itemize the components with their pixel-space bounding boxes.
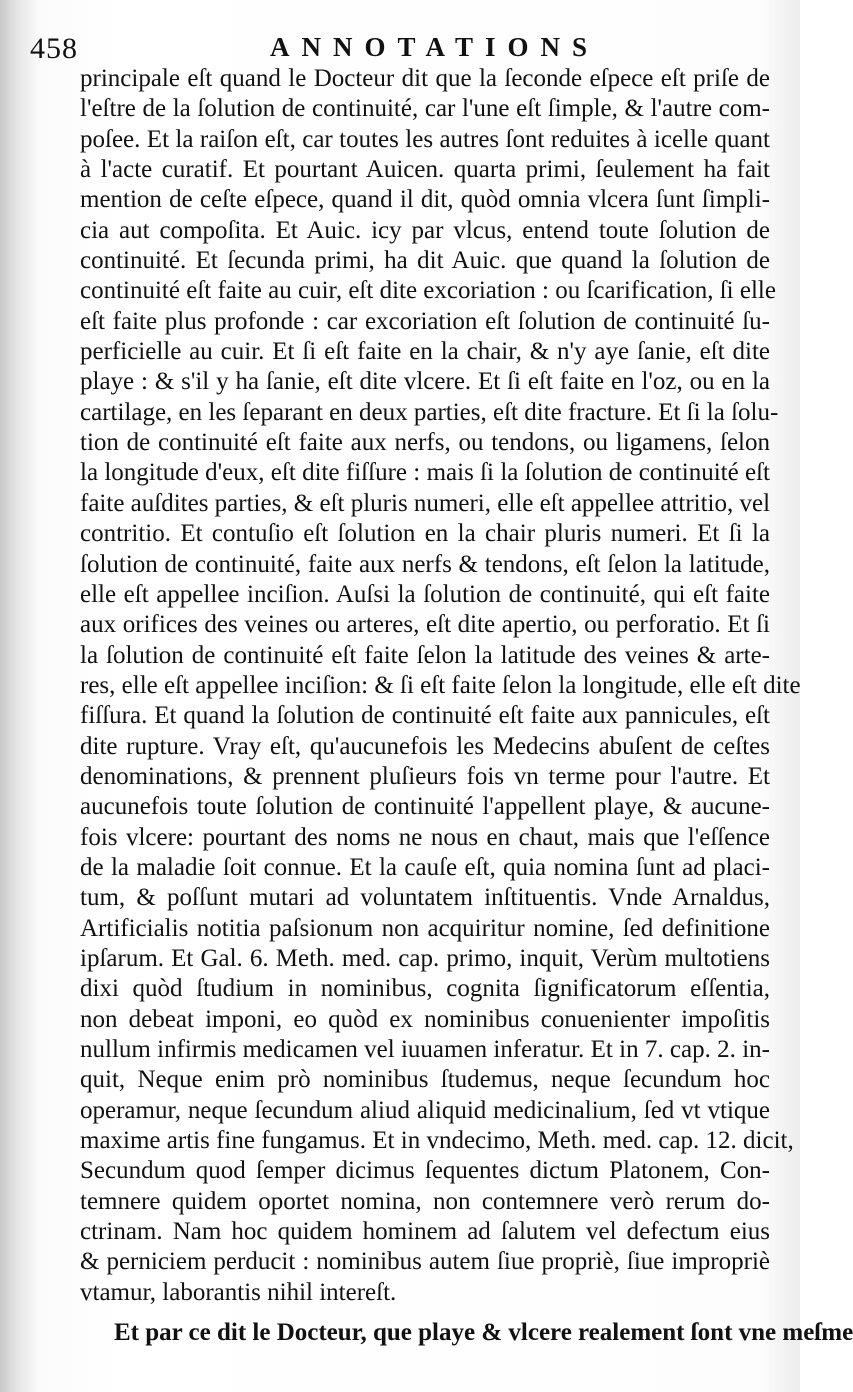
text-line: à l'acte curatif. Et pourtant Auicen. quarta primi, ſeulement ha fait <box>80 156 770 184</box>
text-line: fiſſura. Et quand la ſolution de continuité eſt faite aux pannicules, eſt <box>80 702 770 730</box>
text-line: fois vlcere: pourtant des noms ne nous en chaut, mais que l'eſſence <box>80 823 770 851</box>
text-line: Secundum quod ſemper dicimus ſequentes dictum Platonem, Con- <box>80 1157 770 1185</box>
text-line: ipſarum. Et Gal. 6. Meth. med. cap. primo, inquit, Verùm multotiens <box>80 944 770 972</box>
text-line: faite auſdites parties, & eſt pluris numeri, elle eſt appellee attritio, vel <box>80 489 771 517</box>
text-line: ſolution de continuité, faite aux nerfs & tendons, eſt ſelon la latitude, <box>80 550 770 578</box>
text-line: cartilage, en les ſeparant en deux parties, eſt dite fracture. Et ſi la ſolu- <box>80 398 779 426</box>
text-line: dixi quòd ſtudium in nominibus, cognita ſignificatorum eſſentia, <box>80 975 770 1003</box>
text-line: contritio. Et contuſio eſt ſolution en la chair pluris numeri. Et ſi la <box>80 520 770 548</box>
page-header <box>30 28 770 68</box>
text-line: tum, & poſſunt mutari ad voluntatem inſtituentis. Vnde Arnaldus, <box>80 884 770 912</box>
text-line: elle eſt appellee inciſion. Auſsi la ſolution de continuité, qui eſt faite <box>80 580 770 608</box>
text-line: perficielle au cuir. Et ſi eſt faite en la chair, & n'y aye ſanie, eſt dite <box>80 338 770 366</box>
text-line: la longitude d'eux, eſt dite fiſſure : mais ſi la ſolution de continuité eſt <box>80 459 770 487</box>
text-line: playe : & s'il y ha ſanie, eſt dite vlcere. Et ſi eſt faite en l'oz, ou en la <box>80 368 770 396</box>
text-line: Artificialis notitia paſsionum non acquiritur nomine, ſed definitione <box>80 914 770 942</box>
text-line: non debeat imponi, eo quòd ex nominibus conuenienter impoſitis <box>80 1005 770 1033</box>
page-number: 458 <box>30 32 78 65</box>
text-line: ctrinam. Nam hoc quidem hominem ad ſalutem vel defectum eius <box>80 1218 770 1246</box>
body-text <box>80 64 853 1348</box>
text-line: vtamur, laborantis nihil intereſt. <box>80 1278 397 1306</box>
text-line: temnere quidem oportet nomina, non contemnere verò rerum do- <box>80 1187 770 1215</box>
text-line: l'eſtre de la ſolution de continuité, car l'une eſt ſimple, & l'autre com- <box>80 95 770 123</box>
text-line: principale eſt quand le Docteur dit que la ſeconde eſpece eſt priſe de <box>80 65 770 92</box>
text-line: mention de ceſte eſpece, quand il dit, quòd omnia vlcera ſunt ſimpli- <box>80 186 770 214</box>
text-line: continuité. Et ſecunda primi, ha dit Auic. que quand la ſolution de <box>80 247 770 275</box>
text-line: operamur, neque ſecundum aliud aliquid medicinalium, ſed vt vtique <box>80 1096 770 1124</box>
text-line: dite rupture. Vray eſt, qu'aucunefois les Medecins abuſent de ceſtes <box>80 732 770 760</box>
text-line: nullum infirmis medicamen vel iuuamen inferatur. Et in 7. cap. 2. in- <box>80 1036 770 1063</box>
text-line: continuité eſt faite au cuir, eſt dite excoriation : ou ſcarification, ſi elle <box>80 277 776 305</box>
text-line: cia aut compoſita. Et Auic. icy par vlcus, entend toute ſolution de <box>80 216 770 244</box>
text-line: la ſolution de continuité eſt faite ſelon la latitude des veines & arte- <box>80 641 770 669</box>
text-line: denominations, & prennent pluſieurs fois vn terme pour l'autre. Et <box>80 762 770 790</box>
text-line: res, elle eſt appellee inciſion: & ſi eſt faite ſelon la longitude, elle eſt dite <box>80 671 801 699</box>
running-head: ANNOTATIONS <box>270 32 600 62</box>
text-line: maxime artis fine fungamus. Et in vndecimo, Meth. med. cap. 12. dicit, <box>80 1127 794 1155</box>
paragraph-start-line: Et par ce dit le Docteur, que playe & vlcere realement ſont vne meſme <box>114 1319 853 1347</box>
text-line: tion de continuité eſt faite aux nerfs, ou tendons, ou ligamens, ſelon <box>80 429 770 457</box>
text-line: quit, Neque enim prò nominibus ſtudemus, neque ſecundum hoc <box>80 1066 770 1094</box>
text-line: eſt faite plus profonde : car excoriation eſt ſolution de continuité ſu- <box>80 307 770 335</box>
text-line: de la maladie ſoit connue. Et la cauſe eſt, quia nomina ſunt ad placi- <box>80 853 770 881</box>
text-line: aucunefois toute ſolution de continuité l'appellent playe, & aucune- <box>80 793 770 821</box>
text-line: & perniciem perducit : nominibus autem ſiue propriè, ſiue impropriè <box>80 1248 770 1276</box>
text-line: aux orifices des veines ou arteres, eſt dite apertio, ou perforatio. Et ſi <box>80 611 770 639</box>
text-line: poſee. Et la raiſon eſt, car toutes les autres ſont reduites à icelle quant <box>80 125 770 153</box>
